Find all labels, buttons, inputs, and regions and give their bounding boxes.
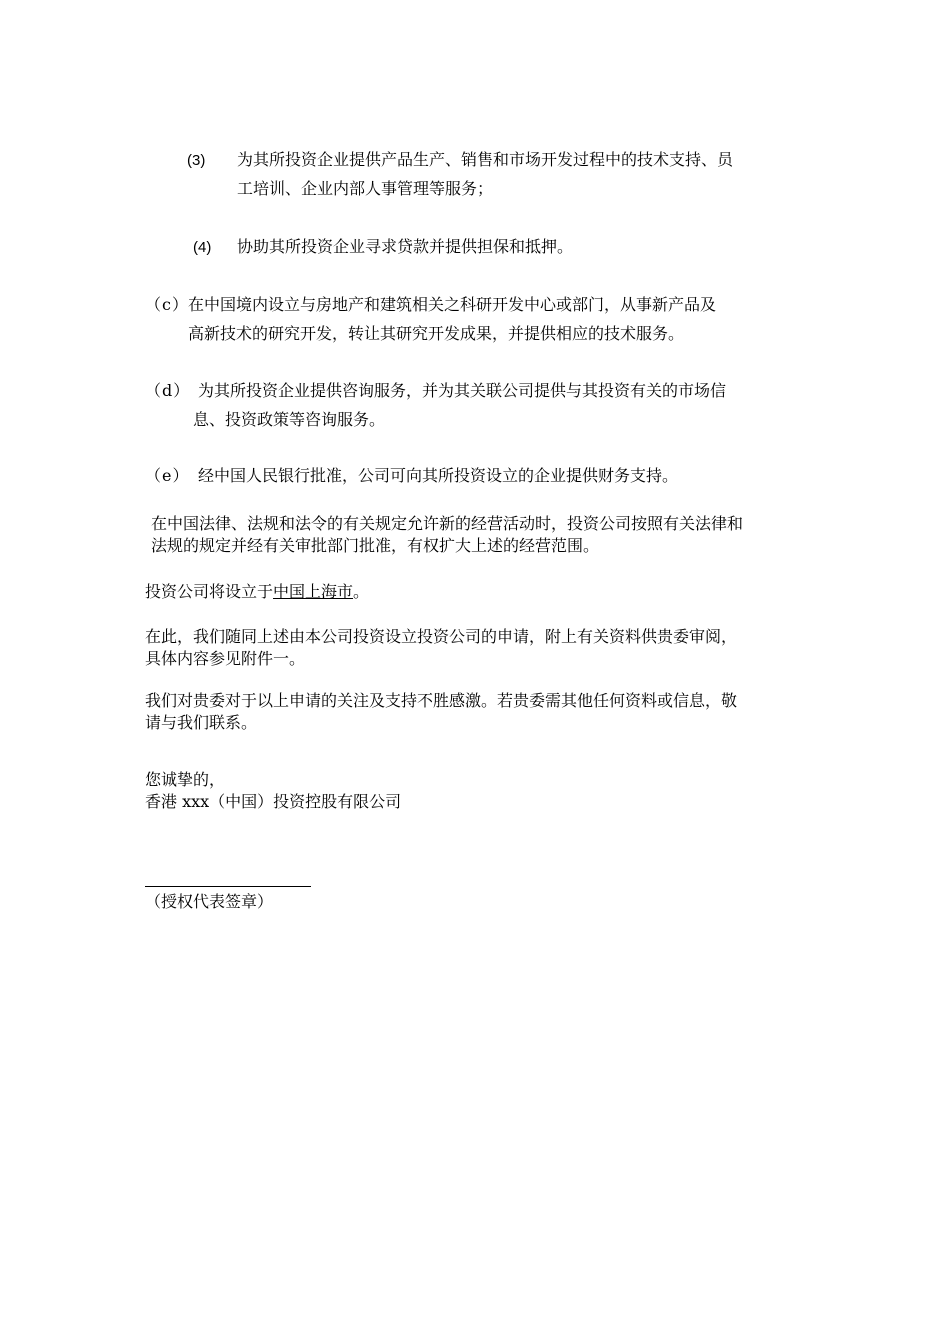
submission-line2: 具体内容参见附件一。 [145, 649, 306, 668]
item-4-number: (4) [193, 239, 212, 256]
clause-c-line2: 高新技术的研究开发，转让其研究开发成果，并提供相应的技术服务。 [188, 324, 685, 343]
signature-line [145, 886, 311, 887]
clause-c-line1: 在中国境内设立与房地产和建筑相关之科研开发中心或部门，从事新产品及 [188, 295, 717, 314]
location-city: 中国上海市 [273, 582, 354, 601]
clause-d-line1: 为其所投资企业提供咨询服务，并为其关联公司提供与其投资有关的市场信 [198, 381, 727, 400]
location-prefix: 投资公司将设立于 [145, 582, 274, 601]
submission-line1: 在此，我们随同上述由本公司投资设立投资公司的申请，附上有关资料供贵委审阅， [145, 627, 738, 646]
thanks-line1: 我们对贵委对于以上申请的关注及支持不胜感激。若贵委需其他任何资料或信息，敬 [145, 691, 738, 710]
item-4-text: 协助其所投资企业寻求贷款并提供担保和抵押。 [237, 237, 574, 256]
location-suffix: 。 [353, 582, 370, 601]
scope-line1: 在中国法律、法规和法令的有关规定允许新的经营活动时，投资公司按照有关法律和 [151, 514, 744, 533]
location-paragraph [145, 581, 369, 603]
item-3-number: (3) [187, 152, 206, 169]
item-3-line2: 工培训、企业内部人事管理等服务； [237, 179, 494, 198]
scope-line2: 法规的规定并经有关审批部门批准，有权扩大上述的经营范围。 [151, 536, 600, 555]
closing-company: 香港 xxx（中国）投资控股有限公司 [145, 792, 402, 811]
clause-d-line2: 息、投资政策等咨询服务。 [193, 410, 386, 429]
clause-c-label: （c） [145, 295, 189, 314]
item-3-line1: 为其所投资企业提供产品生产、销售和市场开发过程中的技术支持、员 [237, 150, 734, 169]
clause-e-label: （e） [145, 466, 190, 485]
clause-e-text: 经中国人民银行批准，公司可向其所投资设立的企业提供财务支持。 [198, 466, 679, 485]
clause-d-label: （d） [145, 381, 191, 400]
thanks-line2: 请与我们联系。 [145, 713, 258, 732]
signature-caption: （授权代表签章） [145, 892, 274, 911]
closing-salutation: 您诚挚的， [145, 770, 226, 789]
